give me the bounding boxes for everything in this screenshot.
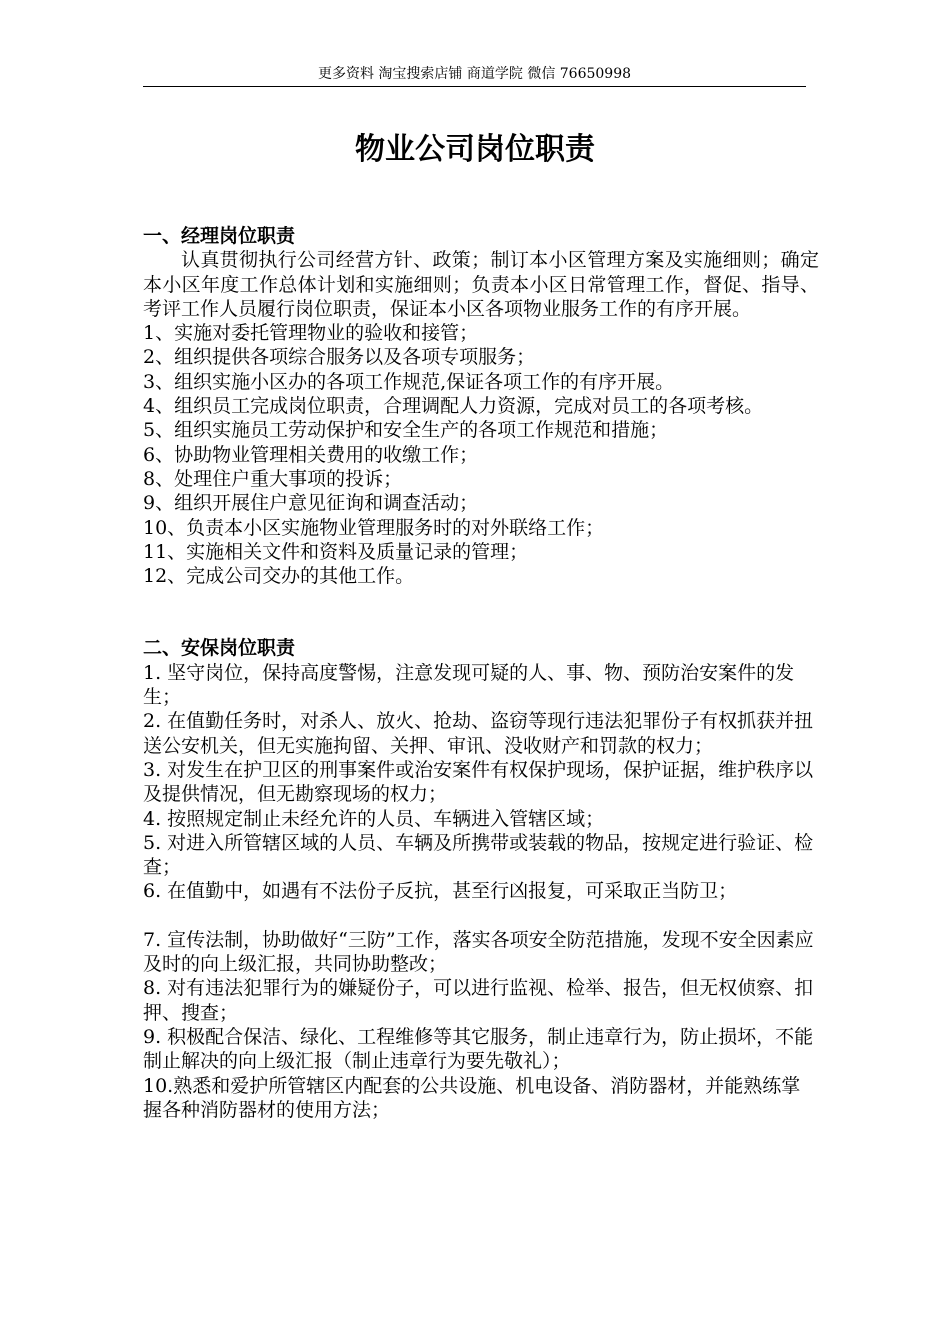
manager-duty-item: 9、组织开展住户意见征询和调查活动；: [143, 492, 479, 515]
manager-duty-item: 10、负责本小区实施物业管理服务时的对外联络工作；: [143, 516, 605, 539]
manager-duty-item: 3、组织实施小区办的各项工作规范,保证各项工作的有序开展。: [143, 370, 675, 393]
document-body: [143, 224, 819, 1122]
security-duty-item: 9. 积极配合保洁、绿化、工程维修等其它服务，制止违章行为，防止损坏，不能制止解决的向上级汇报（制止违章行为要先敬礼）；: [143, 1025, 814, 1073]
security-duty-item: 6. 在值勤中，如遇有不法份子反抗，甚至行凶报复，可采取正当防卫；: [143, 880, 738, 903]
security-duty-item: 2. 在值勤任务时，对杀人、放火、抢劫、盗窃等现行违法犯罪份子有权抓获并扭送公安机关，但无实施拘留、关押、审讯、没收财产和罚款的权力；: [143, 710, 814, 757]
document-title: 物业公司岗位职责: [355, 132, 595, 167]
security-duty-item: 10.熟悉和爱护所管辖区内配套的公共设施、机电设备、消防器材，并能熟练掌握各种消防器材的使用方法；: [143, 1074, 801, 1121]
manager-duty-item: 4、组织员工完成岗位职责，合理调配人力资源，完成对员工的各项考核。: [143, 395, 764, 418]
manager-duty-item: 2、组织提供各项综合服务以及各项专项服务；: [143, 346, 536, 369]
manager-duty-item: 8、处理住户重大事项的投诉；: [143, 467, 403, 490]
security-duty-item: 8. 对有违法犯罪行为的嫌疑份子，可以进行监视、检举、报告，但无权侦察、扣押、搜查；: [143, 977, 814, 1024]
manager-duty-item: 5、组织实施员工劳动保护和安全生产的各项工作规范和措施；: [143, 419, 669, 442]
security-duty-item: 5. 对进入所管辖区域的人员、车辆及所携带或装载的物品，按规定进行验证、检查；: [143, 831, 814, 879]
page-header: 更多资料 淘宝搜索店铺 商道学院 微信 76650998: [143, 64, 806, 87]
manager-duty-item: 6、协助物业管理相关费用的收缴工作；: [143, 443, 479, 466]
security-duty-item: 7. 宣传法制，协助做好“三防”工作，落实各项安全防范措施，发现不安全因素应及时的向上级汇报，共同协助整改；: [143, 928, 814, 976]
manager-duty-item: 12、完成公司交办的其他工作。: [143, 565, 415, 588]
security-duty-item: 3. 对发生在护卫区的刑事案件或治安案件有权保护现场，保护证据，维护秩序以及提供情况，但无勘察现场的权力；: [143, 758, 814, 806]
section-heading-security: 二、安保岗位职责: [143, 637, 296, 660]
manager-intro-paragraph: 认真贯彻执行公司经营方针、政策；制订本小区管理方案及实施细则；确定本小区年度工作总体计划和实施细则；负责本小区日常管理工作，督促、指导、考评工作人员履行岗位职责，保证本小区各项物业服务工作的有序开展。: [143, 249, 819, 320]
section-heading-manager: 一、经理岗位职责: [143, 225, 296, 247]
blank-line: [143, 904, 819, 928]
security-duty-item: 1. 坚守岗位，保持高度警惕，注意发现可疑的人、事、物、预防治安案件的发生；: [143, 661, 795, 709]
security-duty-item: 4. 按照规定制止未经允许的人员、车辆进入管辖区域；: [143, 807, 605, 830]
manager-duty-item: 11、实施相关文件和资料及质量记录的管理；: [143, 540, 529, 563]
section-spacer: [143, 588, 819, 636]
manager-duty-item: 1、实施对委托管理物业的验收和接管；: [143, 322, 479, 345]
